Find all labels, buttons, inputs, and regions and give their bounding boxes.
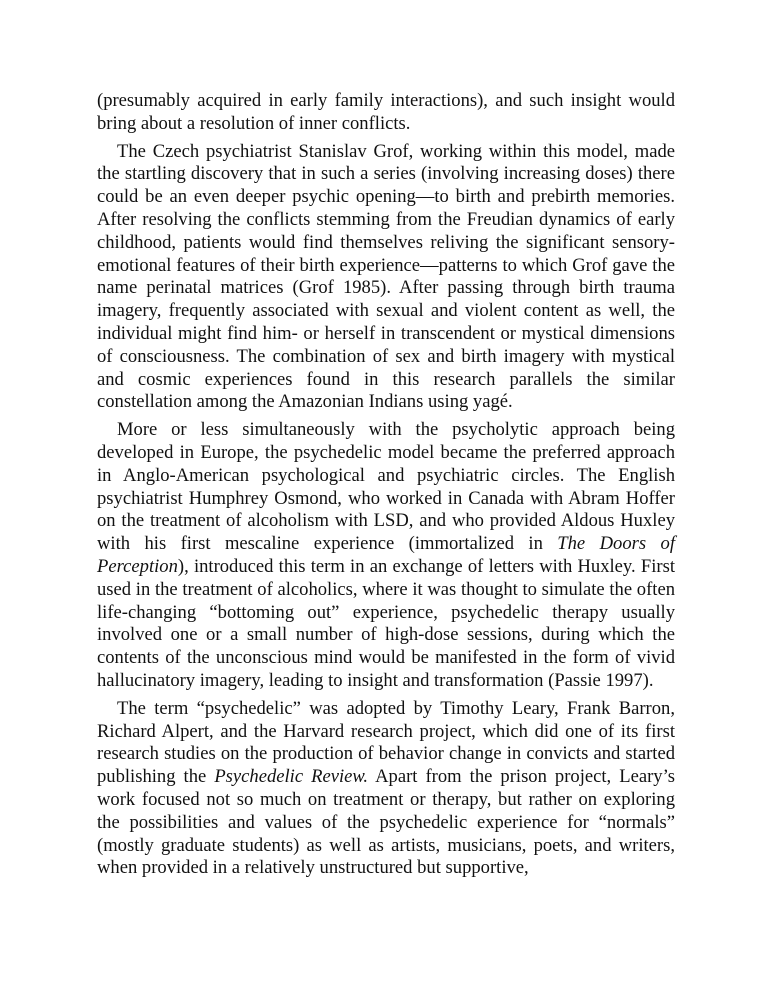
paragraph-leary: The term “psychedelic” was adopted by Timothy Leary, Frank Barron, Richard Alpert, and the Harvard research project, which did one of its first research studies on the production of behavior change in convicts and started publishing the Psychedelic Review. Apart from the prison project, Leary’s work focused not so much on treatment or therapy, but rather on exploring the possibilities and values of the psychedelic experience for “normals” (mostly graduate students) as well as artists, musicians, poets, and writers, when provided in a relatively unstructured but supportive, [97, 697, 675, 879]
document-page [97, 90, 675, 885]
journal-title-psychedelic-review: Psychedelic Review. [214, 766, 369, 788]
paragraph-continuation: (presumably acquired in early family interactions), and such insight would bring about a resolution of inner conflicts. [97, 90, 675, 134]
paragraph-psychedelic-model: More or less simultaneously with the psycholytic approach being developed in Europe, the psychedelic model became the preferred approach in Anglo-American psychological and psychiatric circles. The English psychiatrist Humphrey Osmond, who worked in Canada with Abram Hoffer on the treatment of alcoholism with LSD, and who provided Aldous Huxley with his first mescaline experience (immortalized in The Doors of Perception), introduced this term in an exchange of letters with Huxley. First used in the treatment of alcoholics, where it was thought to simulate the often life-changing “bottoming out” experience, psychedelic therapy usually involved one or a small number of high-dose sessions, during which the contents of the unconscious mind would be manifested in the form of vivid hallucinatory imagery, leading to insight and transformation (Passie 1997). [97, 419, 675, 691]
paragraph-grof: The Czech psychiatrist Stanislav Grof, working within this model, made the startling discovery that in such a series (involving increasing doses) there could be an even deeper psychic opening—to birth and prebirth memories. After resolving the conflicts stemming from the Freudian dynamics of early childhood, patients would find themselves reliving the significant sensory-emotional features of their birth experience—patterns to which Grof gave the name perinatal matrices (Grof 1985). After passing through birth trauma imagery, frequently associated with sexual and violent content as well, the individual might find him- or herself in transcendent or mystical dimensions of consciousness. The combination of sex and birth imagery with mystical and cosmic experiences found in this research parallels the similar constellation among the Amazonian Indians using yagé. [97, 140, 675, 413]
book-title-doors-of-perception: The Doors of Perception [97, 533, 675, 577]
